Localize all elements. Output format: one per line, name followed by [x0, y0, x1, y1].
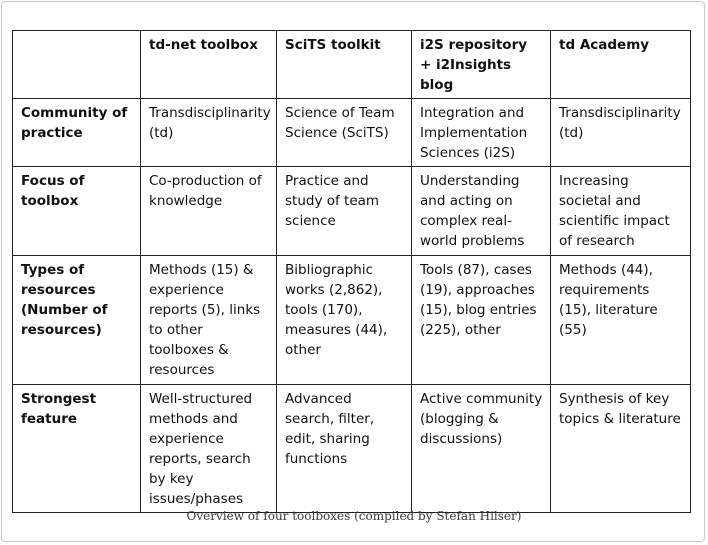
header-cell-empty	[13, 31, 141, 99]
header-cell-i2s-repository: i2S repository + i2Insights blog	[412, 31, 551, 99]
table-cell: Practice and study of team science	[277, 167, 412, 256]
table-row	[13, 256, 691, 385]
figure-caption: Overview of four toolboxes (compiled by Stefan Hilser)	[186, 509, 522, 523]
header-cell-td-net-toolbox: td-net toolbox	[141, 31, 277, 99]
table-row	[13, 167, 691, 256]
table-cell: Transdisciplinarity (td)	[141, 99, 277, 167]
table-cell: Tools (87), cases (19), approaches (15), blog entries (225), other	[412, 256, 551, 385]
header-cell-scits-toolkit: SciTS toolkit	[277, 31, 412, 99]
table-cell: Science of Team Science (SciTS)	[277, 99, 412, 167]
toolbox-comparison-table	[12, 30, 691, 513]
table-cell: Advanced search, filter, edit, sharing functions	[277, 385, 412, 513]
table-cell: Well-structured methods and experience reports, search by key issues/phases	[141, 385, 277, 513]
table-header-row	[13, 31, 691, 99]
table-cell: Methods (44), requirements (15), literature (55)	[551, 256, 691, 385]
row-label-community: Community of practice	[13, 99, 141, 167]
table-cell: Methods (15) & experience reports (5), links to other toolboxes & resources	[141, 256, 277, 385]
row-label-strongest-feature: Strongest feature	[13, 385, 141, 513]
table-row	[13, 385, 691, 513]
table-cell: Bibliographic works (2,862), tools (170), measures (44), other	[277, 256, 412, 385]
table-cell: Increasing societal and scientific impact of research	[551, 167, 691, 256]
table-cell: Understanding and acting on complex real-world problems	[412, 167, 551, 256]
table-row	[13, 99, 691, 167]
table-cell: Integration and Implementation Sciences (i2S)	[412, 99, 551, 167]
table-cell: Synthesis of key topics & literature	[551, 385, 691, 513]
row-label-focus: Focus of toolbox	[13, 167, 141, 256]
table-cell: Co-production of knowledge	[141, 167, 277, 256]
header-cell-td-academy: td Academy	[551, 31, 691, 99]
table-cell: Transdisciplinarity (td)	[551, 99, 691, 167]
row-label-resources: Types of resources (Number of resources)	[13, 256, 141, 385]
table-cell: Active community (blogging & discussions)	[412, 385, 551, 513]
